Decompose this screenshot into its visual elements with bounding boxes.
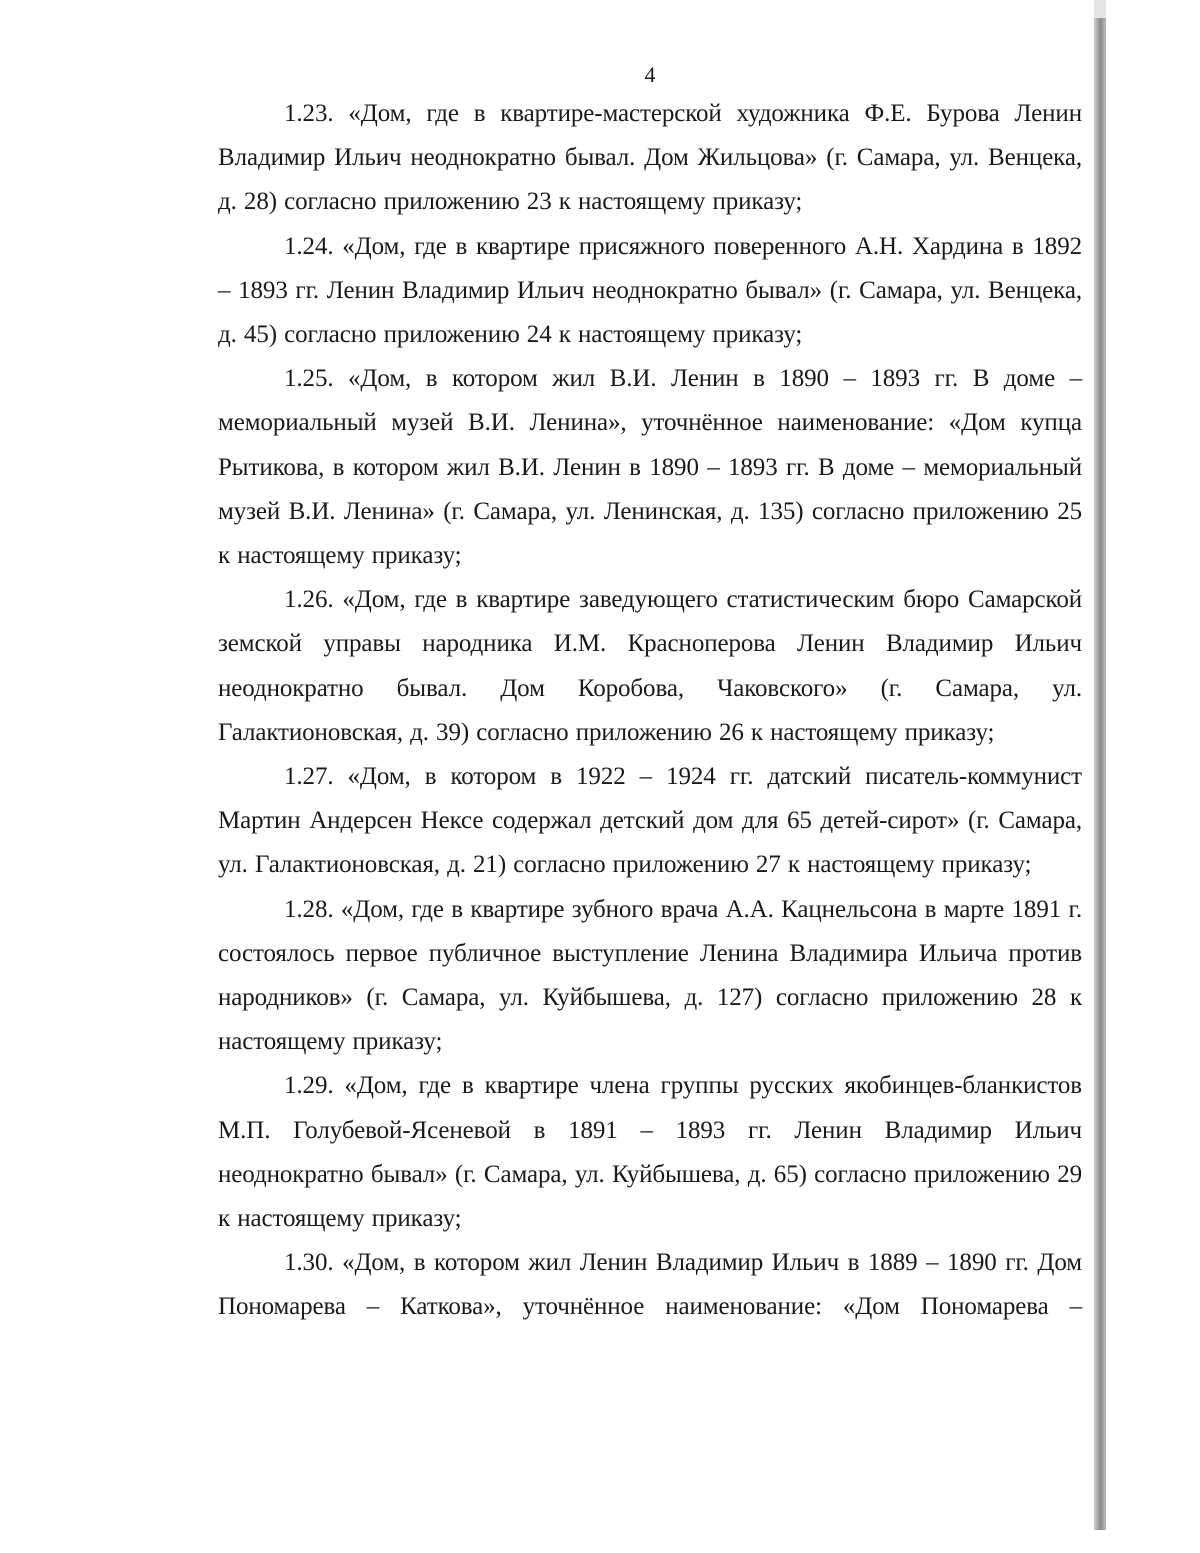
clause-1-29: 1.29. «Дом, где в квартире члена группы русских якобинцев-бланкистов М.П. Голубевой-Ясеневой в 1891 – 1893 гг. Ленин Владимир Ильич неоднократно бывал» (г. Самара, ул. Куйбышева, д. 65) согласно приложению 29 к настоящему приказу; — [218, 1072, 1082, 1233]
clause-1-28: 1.28. «Дом, где в квартире зубного врача А.А. Кацнельсона в марте 1891 г. состоялось первое публичное выступление Ленина Владимира Ильича против народников» (г. Самара, ул. Куйбышева, д. 127) согласно приложению 28 к настоящему приказу; — [218, 895, 1082, 1056]
document-body — [218, 92, 1082, 1330]
clause-1-30: 1.30. «Дом, в котором жил Ленин Владимир Ильич в 1889 – 1890 гг. Дом Пономарева – Каткова», уточнённое наименование: «Дом Пономарева – — [218, 1249, 1082, 1321]
clause-1-25: 1.25. «Дом, в котором жил В.И. Ленин в 1890 – 1893 гг. В доме – мемориальный музей В.И. Ленина», уточнённое наименование: «Дом купца Рытикова, в котором жил В.И. Ленин в 1890 – 1893 гг. В доме – мемориальный музей В.И. Ленина» (г. Самара, ул. Ленинская, д. 135) согласно приложению 25 к настоящему приказу; — [218, 365, 1082, 570]
clause-1-24: 1.24. «Дом, где в квартире присяжного поверенного А.Н. Хардина в 1892 – 1893 гг. Ленин Владимир Ильич неоднократно бывал» (г. Самара, ул. Венцека, д. 45) согласно приложению 24 к настоящему приказу; — [218, 232, 1082, 349]
page-edge-shadow — [1094, 0, 1106, 1530]
clause-1-27: 1.27. «Дом, в котором в 1922 – 1924 гг. датский писатель-коммунист Мартин Андерсен Нексе содержал детский дом для 65 детей-сирот» (г. Самара, ул. Галактионовская, д. 21) согласно приложению 27 к настоящему приказу; — [218, 763, 1082, 879]
clause-1-26: 1.26. «Дом, где в квартире заведующего статистическим бюро Самарской земской управы народника И.М. Красноперова Ленин Владимир Ильич неоднократно бывал. Дом Коробова, Чаковского» (г. Самара, ул. Галактионовская, д. 39) согласно приложению 26 к настоящему приказу; — [218, 586, 1082, 746]
clause-1-23: 1.23. «Дом, где в квартире-мастерской художника Ф.Е. Бурова Ленин Владимир Ильич неоднократно бывал. Дом Жильцова» (г. Самара, ул. Венцека, д. 28) согласно приложению 23 к настоящему приказу; — [218, 100, 1082, 216]
page-number: 4 — [644, 62, 656, 87]
page-edge-highlight — [1094, 0, 1106, 18]
